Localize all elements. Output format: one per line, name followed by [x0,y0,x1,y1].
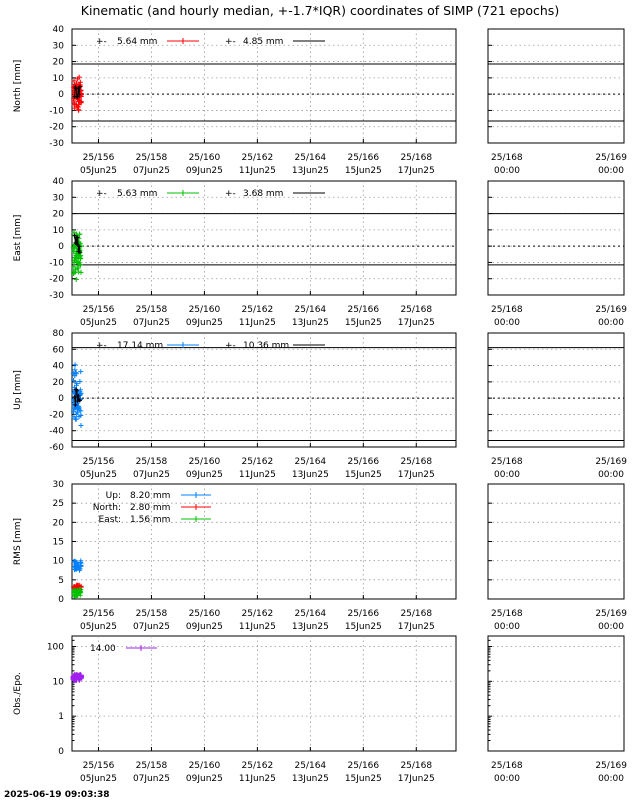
x-tick-date: 09Jun25 [185,318,223,328]
y-axis-label: RMS [mm] [13,517,23,566]
y-tick-label: -20 [49,410,64,421]
x-tick-date: 17Jun25 [397,470,435,480]
y-tick-label: -20 [49,122,64,133]
x-tick-date: 11Jun25 [238,622,276,632]
x-tick-date: 07Jun25 [132,318,170,328]
y-tick-label: 30 [52,41,64,52]
y-tick-label: -60 [49,443,64,453]
data-point [78,423,83,428]
zoom-x-tick-label: 25/169 [595,609,627,619]
zoom-x-tick-label: 25/169 [595,761,627,771]
y-tick-label: 100 [46,642,64,653]
y-tick-label: 40 [52,177,64,187]
x-tick-date: 09Jun25 [185,622,223,632]
y-tick-label: -30 [49,291,64,301]
y-tick-label: -10 [49,258,64,269]
panel-up [13,329,627,480]
zoom-x-tick-time: 00:00 [494,622,520,632]
y-tick-label: 10 [52,677,64,688]
x-tick-label: 25/158 [135,609,168,619]
x-tick-label: 25/166 [347,457,380,467]
zoom-x-tick-time: 00:00 [494,470,520,480]
legend-north-label: North: [92,503,121,513]
zoom-plot-frame [488,636,624,751]
x-tick-date: 13Jun25 [291,470,329,480]
zoom-x-tick-label: 25/168 [491,305,523,315]
x-tick-date: 13Jun25 [291,622,329,632]
y-tick-label: 25 [52,499,64,510]
legend-series-value: 17.14 mm [117,341,164,351]
zoom-plot-frame [488,29,624,143]
x-tick-label: 25/168 [400,609,433,619]
y-tick-label: -40 [49,426,64,437]
y-tick-label: 0 [58,394,64,405]
x-tick-label: 25/160 [188,457,221,467]
x-tick-date: 15Jun25 [344,774,382,784]
y-tick-label: 10 [52,73,64,84]
y-tick-label: 20 [52,57,64,68]
x-tick-label: 25/168 [400,153,433,163]
zoom-x-tick-label: 25/169 [595,153,627,163]
x-tick-label: 25/164 [294,153,327,163]
legend-east-value: 1.56 mm [130,515,171,525]
y-tick-label: 10 [52,225,64,236]
x-tick-date: 09Jun25 [185,774,223,784]
legend-median-value: 4.85 mm [243,37,284,47]
zoom-x-tick-time: 00:00 [598,318,624,328]
zoom-x-tick-label: 25/169 [595,305,627,315]
zoom-x-tick-label: 25/168 [491,609,523,619]
x-tick-date: 11Jun25 [238,470,276,480]
x-tick-date: 13Jun25 [291,774,329,784]
y-tick-label: 20 [52,518,64,529]
x-tick-label: 25/164 [294,305,327,315]
x-tick-label: 25/160 [188,305,221,315]
x-tick-label: 25/164 [294,457,327,467]
x-tick-label: 25/162 [241,153,274,163]
legend-up-label: Up: [105,491,121,501]
main-plot-frame [72,484,456,599]
legend-median-label: +- [225,37,236,47]
x-tick-label: 25/162 [241,457,274,467]
x-tick-label: 25/164 [294,609,327,619]
x-tick-label: 25/168 [400,305,433,315]
zoom-x-tick-time: 00:00 [598,622,624,632]
legend-east-label: East: [98,515,121,525]
x-tick-label: 25/168 [400,457,433,467]
y-tick-label: 0 [58,242,64,253]
zoom-x-tick-time: 00:00 [598,774,624,784]
legend-series-value: 5.64 mm [117,37,158,47]
legend-median-label: +- [225,341,236,351]
x-tick-date: 09Jun25 [185,470,223,480]
x-tick-label: 25/158 [135,305,168,315]
series-points [71,75,84,113]
x-tick-date: 15Jun25 [344,622,382,632]
y-tick-label: 40 [52,25,64,35]
x-tick-date: 05Jun25 [79,318,117,328]
y-tick-label: -30 [49,139,64,149]
x-tick-date: 15Jun25 [344,166,382,176]
x-tick-date: 07Jun25 [132,774,170,784]
x-tick-label: 25/158 [135,153,168,163]
panel-rms [13,480,627,632]
x-tick-label: 25/158 [135,761,168,771]
x-tick-date: 17Jun25 [397,622,435,632]
x-tick-label: 25/156 [82,609,115,619]
y-tick-label: 60 [52,345,64,356]
x-tick-label: 25/162 [241,609,274,619]
x-tick-date: 15Jun25 [344,318,382,328]
y-tick-label: 20 [52,209,64,220]
x-tick-date: 17Jun25 [397,318,435,328]
x-tick-label: 25/162 [241,761,274,771]
main-plot-frame [72,636,456,751]
y-tick-label: 20 [52,377,64,388]
zoom-x-tick-label: 25/169 [595,457,627,467]
x-tick-date: 11Jun25 [238,774,276,784]
timestamp: 2025-06-19 09:03:38 [4,790,110,800]
legend-median-label: +- [225,189,236,199]
y-tick-label: 30 [52,193,64,204]
x-tick-date: 05Jun25 [79,774,117,784]
y-tick-label: 0 [58,595,64,605]
zoom-plot-frame [488,181,624,295]
x-tick-label: 25/166 [347,761,380,771]
legend-series-value: 5.63 mm [117,189,158,199]
y-axis-label: Up [mm] [13,370,23,410]
legend-series-label: +- [96,37,107,47]
y-tick-label: 0 [58,747,64,757]
legend-north-value: 2.80 mm [130,503,171,513]
x-tick-date: 11Jun25 [238,166,276,176]
y-axis-label: Obs./Epo. [13,672,23,715]
x-tick-label: 25/166 [347,609,380,619]
y-axis-label: North [mm] [13,59,23,113]
x-tick-date: 17Jun25 [397,166,435,176]
chart-title: Kinematic (and hourly median, +-1.7*IQR) coordinates of SIMP (721 epochs) [80,3,560,18]
legend-median-value: 3.68 mm [243,189,284,199]
x-tick-date: 07Jun25 [132,470,170,480]
x-tick-date: 11Jun25 [238,318,276,328]
x-tick-date: 05Jun25 [79,470,117,480]
legend-series-label: +- [96,341,107,351]
legend-series-label: +- [96,189,107,199]
x-tick-label: 25/164 [294,761,327,771]
x-tick-label: 25/156 [82,761,115,771]
x-tick-label: 25/158 [135,457,168,467]
y-tick-label: 15 [52,537,64,548]
x-tick-label: 25/168 [400,761,433,771]
zoom-x-tick-label: 25/168 [491,457,523,467]
x-tick-label: 25/160 [188,761,221,771]
panel-north [13,25,627,176]
x-tick-date: 13Jun25 [291,318,329,328]
legend-up-value: 8.20 mm [130,491,171,501]
x-tick-label: 25/160 [188,153,221,163]
y-tick-label: 40 [52,361,64,372]
x-tick-label: 25/156 [82,457,115,467]
x-tick-date: 09Jun25 [185,166,223,176]
x-tick-label: 25/166 [347,305,380,315]
data-point [74,277,79,282]
zoom-x-tick-time: 00:00 [598,470,624,480]
x-tick-date: 13Jun25 [291,166,329,176]
y-tick-label: 80 [52,329,64,339]
x-tick-date: 17Jun25 [397,774,435,784]
y-tick-label: 10 [52,556,64,567]
x-tick-label: 25/162 [241,305,274,315]
zoom-x-tick-label: 25/168 [491,761,523,771]
zoom-x-tick-time: 00:00 [494,774,520,784]
x-tick-date: 07Jun25 [132,166,170,176]
zoom-x-tick-time: 00:00 [598,166,624,176]
zoom-x-tick-label: 25/168 [491,153,523,163]
x-tick-label: 25/156 [82,153,115,163]
zoom-x-tick-time: 00:00 [494,166,520,176]
y-tick-label: 5 [58,575,64,586]
x-tick-date: 15Jun25 [344,470,382,480]
x-tick-date: 05Jun25 [79,166,117,176]
x-tick-label: 25/156 [82,305,115,315]
legend-series-value: 14.00 [90,644,116,654]
panel-obs [13,636,627,784]
x-tick-date: 07Jun25 [132,622,170,632]
y-axis-label: East [mm] [13,214,23,262]
x-tick-label: 25/160 [188,609,221,619]
y-tick-label: 0 [58,90,64,101]
panels [13,25,627,784]
y-tick-label: 1 [58,712,64,723]
legend-median-value: 10.36 mm [243,341,290,351]
x-tick-date: 05Jun25 [79,622,117,632]
zoom-plot-frame [488,333,624,447]
y-tick-label: 30 [52,480,64,490]
y-tick-label: -20 [49,274,64,285]
zoom-x-tick-time: 00:00 [494,318,520,328]
panel-east [13,177,627,328]
y-tick-label: -10 [49,106,64,117]
data-point [78,369,83,374]
x-tick-label: 25/166 [347,153,380,163]
data-point [73,362,78,367]
